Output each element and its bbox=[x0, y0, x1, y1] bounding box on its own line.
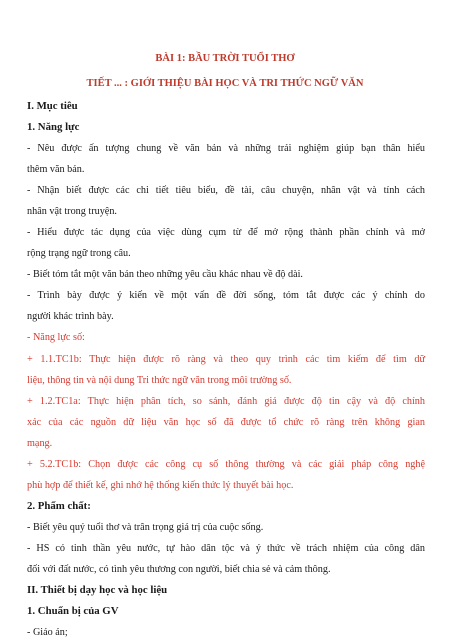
subsection-heading-teacher-prep: 1. Chuẩn bị của GV bbox=[27, 605, 119, 617]
lesson-title: BÀI 1: BẦU TRỜI TUỔI THƠ bbox=[155, 53, 295, 64]
body-line: - Biết yêu quý tuổi thơ và trân trọng giá trị của cuộc sống. bbox=[27, 521, 264, 533]
body-line: - Giáo án; bbox=[27, 627, 68, 638]
body-line: thêm văn bản. bbox=[27, 164, 85, 176]
body-line: đối với đất nước, có tình yêu thương con người, biết chia sẻ và cảm thông. bbox=[27, 563, 331, 575]
body-line: - Hiểu được tác dụng của việc dùng cụm từ để mở rộng thành phần chính và mở bbox=[27, 227, 425, 239]
subsection-heading-competence: 1. Năng lực bbox=[27, 121, 80, 133]
body-line: nhân vật trong truyện. bbox=[27, 206, 117, 218]
digital-competence-label: - Năng lực số: bbox=[27, 332, 85, 344]
digital-competence-line: + 1.1.TC1b: Thực hiện được rõ ràng và theo quy trình các tìm kiếm để tìm dữ bbox=[27, 353, 425, 365]
digital-competence-line: xác của các nguồn dữ liệu văn học số đã được tổ chức rõ ràng trên không gian bbox=[27, 416, 425, 428]
digital-competence-line: phù hợp để thiết kế, ghi nhớ hệ thống kiến thức lý thuyết bài học. bbox=[27, 479, 294, 491]
body-line: rộng trạng ngữ trong câu. bbox=[27, 248, 131, 260]
body-line: - Trình bày được ý kiến về một vấn đề đời sống, tóm tắt được các ý chính do bbox=[27, 290, 425, 302]
digital-competence-line: + 1.2.TC1a: Thực hiện phân tích, so sánh, đánh giá được độ tin cậy và độ chính bbox=[27, 395, 425, 407]
digital-competence-line: + 5.2.TC1b: Chọn được các công cụ số thông thường và các giải pháp công nghệ bbox=[27, 458, 425, 470]
body-line: - Biết tóm tắt một văn bản theo những yêu cầu khác nhau về độ dài. bbox=[27, 269, 303, 281]
body-line: - Nhận biết được các chi tiết tiêu biểu, đề tài, câu chuyện, nhân vật và tính cách bbox=[27, 185, 425, 197]
lesson-subtitle: TIẾT ... : GIỚI THIỆU BÀI HỌC VÀ TRI THỨC NGỮ VĂN bbox=[86, 78, 364, 89]
digital-competence-line: mạng. bbox=[27, 437, 53, 449]
body-line: - Nêu được ấn tượng chung về văn bản và những trải nghiệm giúp bạn thân hiểu bbox=[27, 143, 425, 155]
body-line: người khác trình bày. bbox=[27, 311, 114, 323]
section-heading-objectives: I. Mục tiêu bbox=[27, 100, 78, 112]
subsection-heading-qualities: 2. Phẩm chất: bbox=[27, 499, 91, 512]
digital-competence-line: liệu, thông tin và nội dung Tri thức ngữ văn trong môi trường số. bbox=[27, 374, 292, 386]
section-heading-equipment: II. Thiết bị dạy học và học liệu bbox=[27, 583, 168, 596]
body-line: - HS có tinh thần yêu nước, tự hào dân tộc và ý thức về trách nhiệm của công dân bbox=[27, 542, 425, 554]
